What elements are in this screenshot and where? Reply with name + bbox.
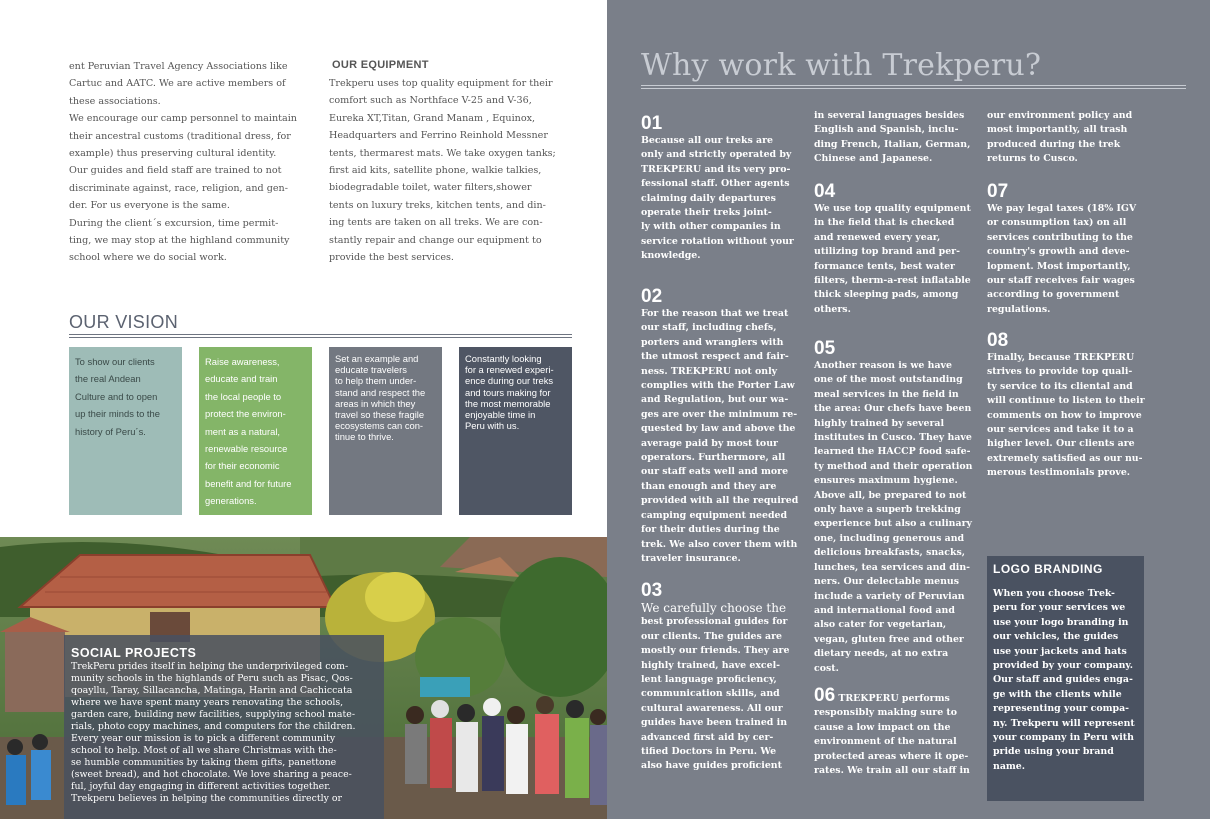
reason-line: country's growth and deve- [987, 246, 1130, 258]
social-projects-body [71, 661, 377, 805]
logo-branding-line: provided by your company. [993, 660, 1134, 672]
reason-line: delicious breakfasts, snacks, [814, 547, 965, 559]
reason-line: We use top quality equipment [814, 203, 971, 214]
reason-07 [987, 182, 1157, 317]
equipment-line: Headquarters and Ferrino Reinhold Messner [329, 130, 548, 142]
reason-03-continued [814, 109, 982, 167]
vision-line: renewable resource [205, 443, 288, 455]
reason-line: trek. We also cover them with [641, 538, 798, 550]
reason-line: average paid by most tour [641, 437, 778, 449]
logo-branding-body [993, 587, 1138, 774]
reason-line: tified Doctors in Peru. We [641, 746, 777, 758]
intro-line: example) thus preserving cultural identity. [69, 148, 277, 160]
reason-line: ness. TREKPERU not only [641, 365, 778, 377]
vision-line: for a renewed experi- [465, 364, 554, 376]
social-line: munity schools in the highlands of Peru such as Pisac, Qos- [71, 673, 353, 684]
logo-branding-line: name. [993, 760, 1026, 772]
reason-line: ly with other companies in [641, 221, 781, 233]
reason-line: ensures maximum hygiene. [814, 475, 958, 487]
reason-line: Above all, be prepared to not [814, 489, 967, 501]
intro-line: school where we do social work. [69, 252, 227, 264]
reason-line: include a variety of Peruvian [814, 590, 965, 602]
reason-line: utilizing top brand and per- [814, 246, 961, 258]
social-line: rials, photo copy machines, and computers for the children. [71, 721, 356, 732]
reason-line: lopment. Most importantly, [987, 260, 1131, 272]
vision-line: Culture and to open [75, 390, 158, 402]
reason-line: than enough and they are [641, 480, 777, 492]
vision-line: up their minds to the [75, 408, 160, 420]
reason-06-continued [987, 109, 1157, 167]
reason-line: our staff receives fair wages [987, 275, 1135, 287]
reason-line: only have a superb trekking [814, 504, 961, 516]
reason-number: 01 [641, 113, 663, 134]
reason-line: highly trained by several [814, 417, 945, 429]
vision-title: OUR VISION [69, 312, 179, 332]
reason-01 [641, 114, 806, 264]
reason-line: Because all our treks are [641, 135, 773, 146]
reason-line: one, including generous and [814, 532, 965, 544]
social-line: se humble communities by taking them gifts, panettone [71, 757, 337, 768]
reason-line: in several languages besides [814, 110, 965, 121]
reason-line: our staff eats well and more [641, 466, 789, 478]
vision-line: Constantly looking [465, 353, 542, 364]
reason-line: comments on how to improve [987, 409, 1142, 421]
reason-line: We pay legal taxes (18% IGV [987, 203, 1137, 214]
reason-line: and Regulation, but our wa- [641, 394, 789, 406]
vision-line: tinue to thrive. [335, 431, 394, 443]
intro-line: Cartuc and AATC. We are active members of [69, 78, 286, 90]
reason-line: dietary needs, at no extra [814, 648, 949, 660]
social-line: (sweet bread), and hot chocolate. We love sharing a peace- [71, 769, 352, 780]
reason-02 [641, 287, 806, 566]
logo-branding-title: LOGO BRANDING [993, 562, 1103, 576]
reason-line: mostly our friends. They are [641, 645, 790, 657]
reason-line: merous testimonials prove. [987, 467, 1131, 479]
vision-line: travel so these fragile [335, 409, 425, 421]
vision-line: generations. [205, 495, 257, 507]
logo-branding-line: pride using your brand [993, 746, 1114, 758]
reason-number: 02 [641, 286, 663, 307]
vision-line: Raise awareness, [205, 356, 280, 367]
intro-line: Our guides and field staff are trained to not [69, 165, 282, 177]
vision-line: benefit and for future [205, 477, 292, 489]
vision-line: Set an example and [335, 353, 419, 364]
reason-06 [814, 686, 982, 778]
reason-line: complies with the Porter Law [641, 380, 795, 392]
intro-line: ent Peruvian Travel Agency Associations like [69, 61, 288, 72]
reason-line: cost. [814, 662, 839, 674]
reason-number: 03 [641, 580, 663, 601]
vision-line: areas in which they [335, 397, 416, 409]
vision-box-experience [459, 347, 572, 515]
social-line: where we have spent many years renovating the schools, [71, 697, 344, 708]
vision-line: the real Andean [75, 373, 141, 385]
reason-line: environment of the natural [814, 736, 957, 748]
reason-line: the utmost respect and fair- [641, 351, 789, 363]
vision-line: and tours making for [465, 386, 551, 398]
reason-line: institutes in Cusco. They have [814, 432, 972, 444]
vision-line: the local people to [205, 390, 282, 402]
vision-box-example [329, 347, 442, 515]
vision-box-culture [69, 347, 182, 515]
reason-line: extremely satisfied as our nu- [987, 452, 1143, 464]
social-line: school to help. Most of all we share Christmas with the- [71, 745, 337, 756]
intro-line: these associations. [69, 95, 161, 107]
reason-line: others. [814, 303, 851, 315]
reason-line: operate their treks joint- [641, 207, 772, 219]
reason-lead: We carefully choose the [641, 601, 787, 615]
logo-branding-line: Our staff and guides enga- [993, 674, 1133, 686]
social-line: Every year our mission is to pick a different community [71, 733, 336, 744]
reason-line: rates. We train all our staff in [814, 765, 970, 777]
logo-branding-line: our vehicles, the guides [993, 631, 1119, 643]
vision-line: ence during our treks [465, 375, 554, 387]
equipment-section [329, 58, 574, 266]
reason-line: ners. Our delectable menus [814, 576, 960, 588]
reason-line: regulations. [987, 303, 1051, 315]
reason-line: strives to provide top quali- [987, 366, 1133, 378]
vision-line: the most memorable [465, 397, 551, 409]
equipment-line: comfort such as Northface V-25 and V-36, [329, 95, 532, 107]
reason-line: produced during the trek [987, 138, 1121, 150]
social-line: garden care, building new facilities, supplying school mate- [71, 709, 355, 720]
vision-box-awareness [199, 347, 312, 515]
reason-line: learned the HACCP food safe- [814, 446, 971, 458]
reason-line: ty method and their operation [814, 460, 973, 472]
reason-line: thick sleeping pads, among [814, 289, 959, 301]
reason-line: best professional guides for [641, 616, 788, 628]
equipment-heading: OUR EQUIPMENT [332, 59, 429, 71]
intro-line: ting, we may stop at the highland community [69, 235, 290, 247]
equipment-body [329, 75, 574, 266]
intro-line: their ancestral customs (traditional dress, for [69, 130, 291, 142]
reason-line: formance tents, best water [814, 260, 955, 272]
vision-line: ecosystems can con- [335, 420, 424, 432]
reason-line: one of the most outstanding [814, 374, 963, 386]
vision-line: enjoyable time in [465, 409, 536, 421]
reason-line: Finally, because TREKPERU [987, 352, 1135, 363]
vision-line: educate and train [205, 373, 278, 385]
equipment-line: ing tents are taken on all treks. We are con- [329, 217, 543, 229]
logo-branding-line: use your logo branding in [993, 616, 1129, 628]
reason-line: returns to Cusco. [987, 153, 1078, 165]
reason-line: filters, therm-a-rest inflatable [814, 275, 971, 287]
equipment-line: provide the best services. [329, 252, 454, 264]
logo-branding-line: your company in Peru with [993, 732, 1134, 744]
reason-05 [814, 339, 982, 676]
reason-line: vegan, gluten free and other [814, 633, 964, 645]
reason-line: our clients. The guides are [641, 630, 783, 642]
reason-line: fessional staff. Other agents [641, 178, 790, 190]
reason-number: 05 [814, 338, 836, 359]
reason-line: or consumption tax) on all [987, 217, 1127, 229]
reason-line: experience but also a culinary [814, 518, 972, 530]
reason-line: English and Spanish, inclu- [814, 124, 959, 136]
reason-line: in the field that is checked [814, 217, 955, 229]
reason-line: according to government [987, 289, 1120, 301]
intro-line: der. For us everyone is the same. [69, 200, 230, 212]
reason-number: 06 [814, 685, 836, 706]
logo-branding-line: ge with the clients while [993, 688, 1122, 700]
reason-04 [814, 182, 982, 317]
reason-line: provided with all the required [641, 495, 799, 507]
reason-line: quested by law and above the [641, 423, 796, 435]
social-line: ful, joyful day engaging in different activities together. [71, 781, 331, 792]
intro-line: We encourage our camp personnel to maintain [69, 113, 297, 125]
reason-line: our services and take it to a [987, 424, 1134, 436]
equipment-line: tents, thermarest mats. We take oxygen tanks; [329, 147, 556, 159]
reason-line: ding French, Italian, German, [814, 138, 971, 150]
why-title: Why work with Trekperu? [641, 48, 1042, 83]
vision-line: educate travelers [335, 364, 407, 376]
logo-branding-line: ny. Trekperu will represent [993, 717, 1135, 729]
vision-line: stand and respect the [335, 386, 426, 398]
intro-line: During the client´s excursion, time permit- [69, 217, 279, 229]
intro-text [69, 58, 309, 267]
intro-line: discriminate against, race, religion, and gen- [69, 182, 288, 194]
reason-line: lent language proficiency, [641, 674, 777, 686]
reason-line: and renewed every year, [814, 231, 941, 243]
social-line: qoayllu, Taray, Sillacancha, Matinga, Harin and Cachiccata [71, 685, 353, 696]
logo-branding-box [987, 556, 1144, 801]
reason-line: TREKPERU performs [838, 693, 950, 704]
logo-branding-line: When you choose Trek- [993, 588, 1115, 599]
reason-line: meal services in the field in [814, 388, 959, 400]
reason-line: TREKPERU and its very pro- [641, 163, 791, 175]
reason-line: ges are over the minimum re- [641, 408, 798, 420]
vision-line: to help them under- [335, 375, 417, 387]
logo-branding-line: peru for your services we [993, 602, 1126, 614]
reason-line: our staff, including chefs, [641, 322, 777, 334]
reason-line: lunches, tea services and din- [814, 561, 971, 573]
reason-line: Another reason is we have [814, 360, 952, 371]
reason-line: also cater for vegetarian, [814, 619, 947, 631]
social-line: Trekperu believes in helping the communities directly or [71, 793, 342, 804]
equipment-line: tents on luxury treks, kitchen tents, and din- [329, 199, 546, 211]
reason-line: knowledge. [641, 250, 701, 262]
vision-line: for their economic [205, 460, 280, 472]
reason-line: For the reason that we treat [641, 308, 789, 319]
vision-line: ment as a natural, [205, 425, 281, 437]
reason-line: most importantly, all trash [987, 124, 1128, 136]
reason-line: will continue to listen to their [987, 395, 1145, 407]
reason-line: communication skills, and [641, 688, 780, 700]
reason-line: for their duties during the [641, 524, 780, 536]
reason-number: 04 [814, 181, 836, 202]
reason-line: highly trained, have excel- [641, 659, 781, 671]
reason-line: services contributing to the [987, 231, 1133, 243]
reason-line: also have guides proficient [641, 760, 782, 772]
logo-branding-line: use your jackets and hats [993, 645, 1127, 657]
social-projects-box [64, 635, 384, 819]
reason-line: guides have been trained in [641, 717, 788, 729]
reason-line: camping equipment needed [641, 509, 788, 521]
reason-number: 08 [987, 330, 1009, 351]
reason-line: and international food and [814, 604, 955, 616]
vision-line: protect the environ- [205, 408, 286, 420]
social-projects-title: SOCIAL PROJECTS [71, 646, 197, 660]
reason-line: higher level. Our clients are [987, 438, 1135, 450]
reason-line: only and strictly operated by [641, 149, 792, 161]
equipment-line: stantly repair and change our equipment to [329, 234, 542, 246]
reason-line: cultural awareness. All our [641, 702, 783, 714]
equipment-line: biodegradable toilet, water filters,shower [329, 182, 532, 194]
reason-line: porters and wranglers with [641, 336, 784, 348]
reason-line: service rotation without your [641, 235, 794, 247]
reason-line: the area: Our chefs have been [814, 403, 972, 415]
reason-08 [987, 331, 1157, 481]
why-title-divider [641, 85, 1186, 89]
equipment-line: first aid kits, satellite phone, walkie talkies, [329, 165, 542, 177]
reason-number: 07 [987, 181, 1009, 202]
vision-line: history of Peru´s. [75, 425, 146, 437]
reason-line: Chinese and Japanese. [814, 153, 933, 165]
logo-branding-line: representing your compa- [993, 703, 1130, 715]
equipment-line: Eureka XT,Titan, Grand Manam , Equinox, [329, 112, 536, 124]
reason-line: responsibly making sure to [814, 707, 958, 719]
equipment-line: Trekperu uses top quality equipment for their [329, 78, 553, 89]
vision-line: Peru with us. [465, 420, 520, 432]
social-line: TrekPeru prides itself in helping the underprivileged com- [71, 661, 349, 672]
reason-line: cause a low impact on the [814, 721, 951, 733]
reason-line: claiming daily departures [641, 192, 776, 204]
reason-line: ty service to its cliental and [987, 380, 1133, 392]
reason-line: operators. Furthermore, all [641, 452, 786, 464]
reason-line: advanced first aid by cer- [641, 731, 774, 743]
reason-line: traveler insurance. [641, 552, 741, 564]
reason-line: our environment policy and [987, 110, 1133, 121]
vision-line: To show our clients [75, 356, 155, 367]
reason-03 [641, 581, 806, 774]
vision-divider [69, 334, 572, 338]
reason-line: protected areas where it ope- [814, 750, 969, 762]
